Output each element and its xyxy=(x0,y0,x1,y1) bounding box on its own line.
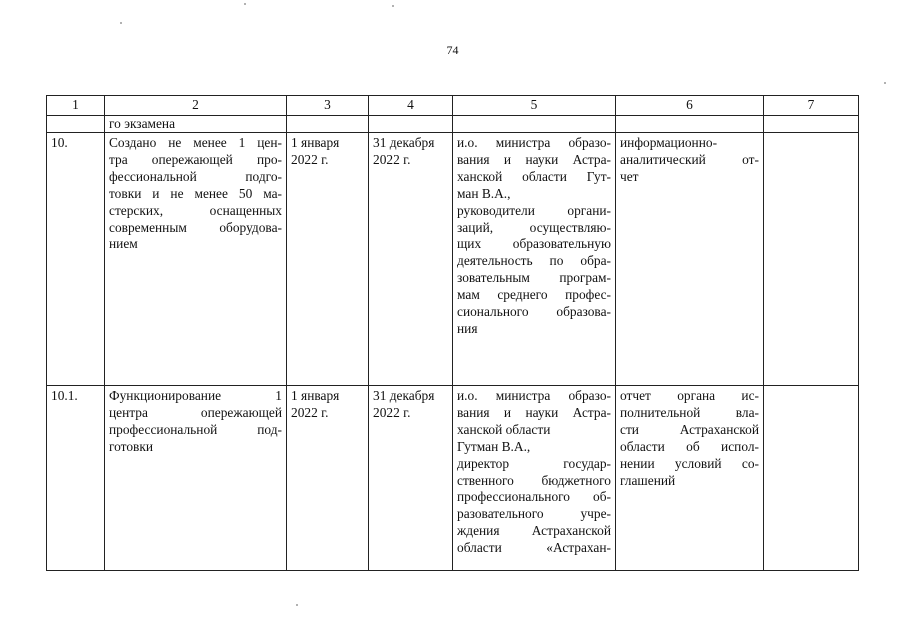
responsible-line: ждения Астраханской xyxy=(457,523,611,539)
description-line: Создано не менее 1 цен- xyxy=(109,135,282,150)
start-date-line: 1 января xyxy=(291,135,340,150)
end-date-line: 2022 г. xyxy=(373,404,411,420)
responsible-line: заций, осуществляю- xyxy=(457,219,611,235)
table-cell xyxy=(616,116,764,133)
continuation-row xyxy=(47,116,859,133)
result-line: информационно- xyxy=(620,135,718,150)
description-line: готовки xyxy=(109,438,154,454)
result-line: аналитический от- xyxy=(620,151,759,167)
responsible-line: профессионального об- xyxy=(457,489,611,505)
description-line: фессиональной подго- xyxy=(109,168,282,184)
responsible-line: ханской области xyxy=(457,421,551,437)
responsible-line: разовательного учре- xyxy=(457,506,611,522)
responsible-line: области «Астрахан- xyxy=(457,540,611,556)
responsible-line: ния xyxy=(457,320,478,336)
responsible-cell xyxy=(453,133,616,386)
scan-speck xyxy=(884,82,886,84)
start-date-cell xyxy=(287,386,369,571)
header-cell: 2 xyxy=(105,96,287,116)
result-line: области об испол- xyxy=(620,438,759,454)
header-cell: 3 xyxy=(287,96,369,116)
description-line: тра опережающей про- xyxy=(109,151,282,167)
description-line: нием xyxy=(109,236,138,252)
responsible-line: сионального образова- xyxy=(457,304,611,320)
responsible-line: и.о. министра образо- xyxy=(457,135,611,150)
responsible-line: ханской области Гут- xyxy=(457,168,611,184)
table-cell: го экзамена xyxy=(105,116,287,133)
scan-speck xyxy=(244,3,246,5)
responsible-line: Гутман В.А., xyxy=(457,438,531,454)
responsible-line: руководители органи- xyxy=(457,202,611,218)
start-date-line: 1 января xyxy=(291,388,340,403)
result-cell xyxy=(616,133,764,386)
table-cell xyxy=(764,133,859,386)
scan-speck xyxy=(296,604,298,606)
end-date-line: 31 декабря xyxy=(373,135,435,150)
result-line: полнительной вла- xyxy=(620,404,759,420)
responsible-line: директор государ- xyxy=(457,455,611,471)
scan-speck xyxy=(392,5,394,7)
header-cell: 5 xyxy=(453,96,616,116)
responsible-line: ман В.А., xyxy=(457,185,511,201)
header-cell: 4 xyxy=(369,96,453,116)
description-line: Функционирование 1 xyxy=(109,388,282,403)
start-date-line: 2022 г. xyxy=(291,151,329,167)
end-date-line: 31 декабря xyxy=(373,388,435,403)
table-cell xyxy=(764,386,859,571)
responsible-line: мам среднего профес- xyxy=(457,287,611,303)
table-row xyxy=(47,133,859,386)
responsible-line: зовательным програм- xyxy=(457,270,611,286)
description-cell xyxy=(105,386,287,571)
description-line: центра опережающей xyxy=(109,404,282,420)
plan-table xyxy=(46,95,859,571)
description-cell xyxy=(105,133,287,386)
start-date-line: 2022 г. xyxy=(291,404,329,420)
table-cell xyxy=(369,116,453,133)
end-date-line: 2022 г. xyxy=(373,151,411,167)
table-cell xyxy=(764,116,859,133)
result-cell xyxy=(616,386,764,571)
responsible-cell xyxy=(453,386,616,571)
responsible-line: деятельность по обра- xyxy=(457,253,611,269)
start-date-cell xyxy=(287,133,369,386)
row-number: 10.1. xyxy=(47,386,105,571)
responsible-line: ственного бюджетного xyxy=(457,472,611,488)
responsible-line: и.о. министра образо- xyxy=(457,388,611,403)
table-cell xyxy=(47,116,105,133)
end-date-cell xyxy=(369,133,453,386)
result-line: глашений xyxy=(620,472,676,488)
header-cell: 6 xyxy=(616,96,764,116)
header-cell: 7 xyxy=(764,96,859,116)
header-row xyxy=(47,96,859,116)
scan-speck xyxy=(120,22,122,24)
result-line: чет xyxy=(620,168,639,184)
end-date-cell xyxy=(369,386,453,571)
responsible-line: вания и науки Астра- xyxy=(457,404,611,420)
table-cell xyxy=(287,116,369,133)
description-line: профессиональной под- xyxy=(109,421,282,437)
responsible-line: щих образовательную xyxy=(457,236,611,252)
result-line: сти Астраханской xyxy=(620,421,759,437)
responsible-line: вания и науки Астра- xyxy=(457,151,611,167)
result-line: отчет органа ис- xyxy=(620,388,759,403)
table-cell xyxy=(453,116,616,133)
description-line: товки и не менее 50 ма- xyxy=(109,185,282,201)
description-line: современным оборудова- xyxy=(109,219,282,235)
result-line: нении условий со- xyxy=(620,455,759,471)
header-cell: 1 xyxy=(47,96,105,116)
table-row xyxy=(47,386,859,571)
row-number: 10. xyxy=(47,133,105,386)
description-line: стерских, оснащенных xyxy=(109,202,282,218)
page-number: 74 xyxy=(446,43,459,57)
